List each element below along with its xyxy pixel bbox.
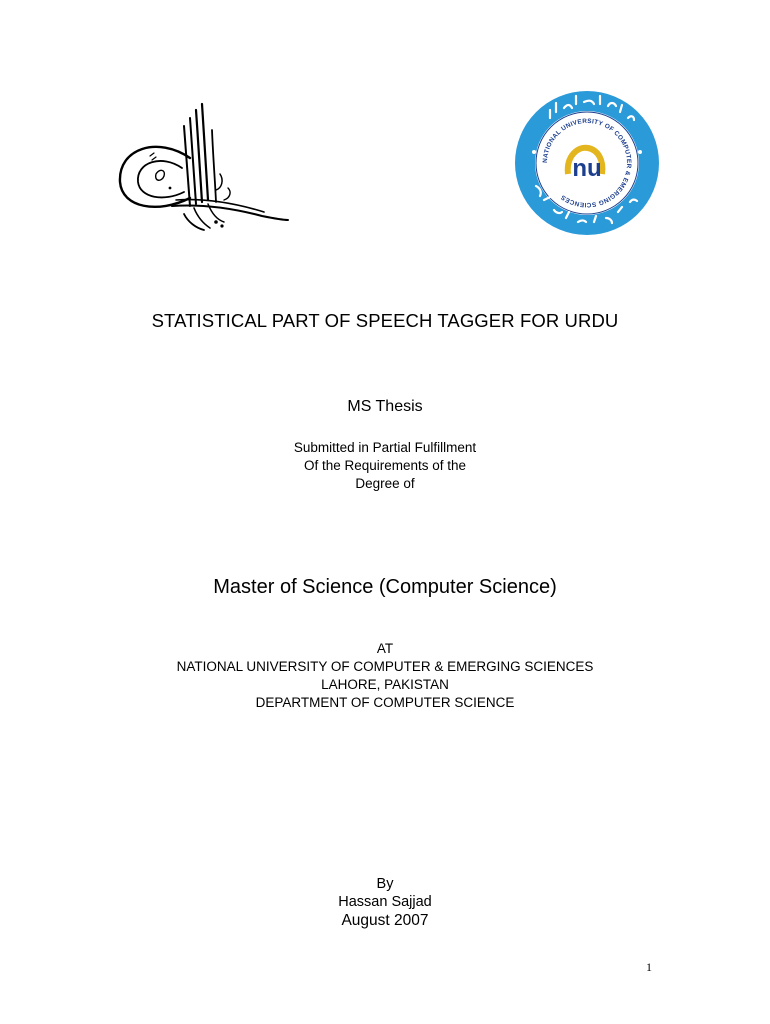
by-label: By bbox=[376, 876, 394, 892]
calligraphy-emblem bbox=[112, 96, 290, 238]
submission-line-2: Of the Requirements of the bbox=[303, 458, 467, 473]
thesis-title: STATISTICAL PART OF SPEECH TAGGER FOR URDU bbox=[151, 310, 619, 331]
seal-ring-text: NATIONAL UNIVERSITY OF COMPUTER & EMERGING SCIENCES bbox=[541, 117, 633, 209]
thesis-type: MS Thesis bbox=[347, 398, 423, 415]
submission-line-3: Degree of bbox=[355, 476, 415, 491]
author-name: Hassan Sajjad bbox=[338, 894, 432, 910]
submission-date: August 2007 bbox=[341, 912, 429, 929]
submission-line-1: Submitted in Partial Fulfillment bbox=[293, 440, 477, 455]
page-number: 1 bbox=[646, 960, 652, 974]
university-city: LAHORE, PAKISTAN bbox=[321, 677, 449, 692]
degree-name: Master of Science (Computer Science) bbox=[213, 576, 557, 598]
seal-monogram: nu bbox=[572, 155, 602, 182]
department-name: DEPARTMENT OF COMPUTER SCIENCE bbox=[255, 695, 515, 710]
university-seal-logo bbox=[514, 90, 660, 236]
university-name: NATIONAL UNIVERSITY OF COMPUTER & EMERGING SCIENCES bbox=[176, 659, 594, 674]
institution-at: AT bbox=[376, 641, 394, 656]
